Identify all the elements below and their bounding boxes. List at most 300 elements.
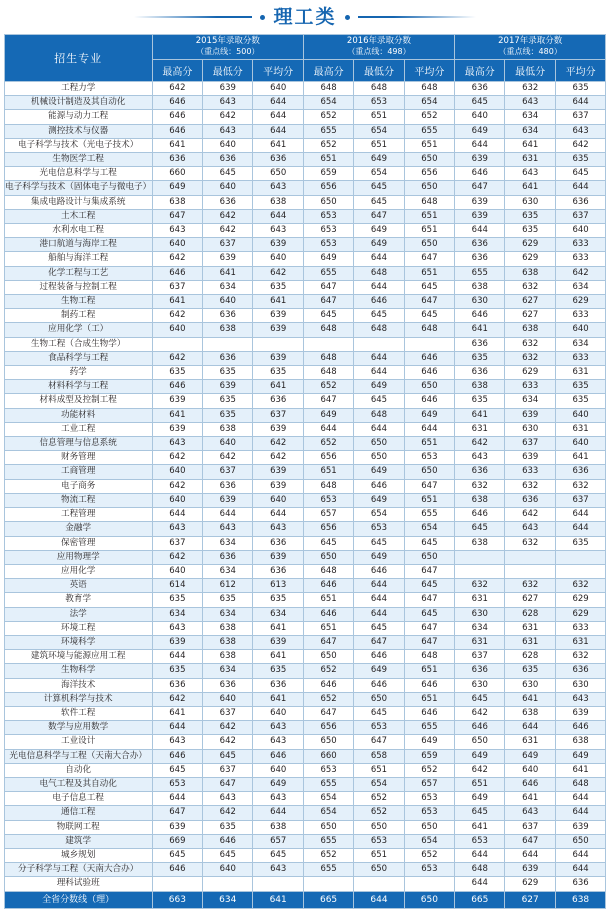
score-2015-min-cell: 640 bbox=[203, 295, 253, 309]
score-2015-max-cell: 642 bbox=[152, 451, 202, 465]
major-name-cell: 生物工程（合成生物学） bbox=[4, 337, 152, 351]
score-2017-min-cell: 632 bbox=[505, 536, 555, 550]
major-name-cell: 光电信息科学与工程（天南大合办） bbox=[4, 749, 152, 763]
score-2015-min-cell: 639 bbox=[203, 252, 253, 266]
sub-header-2017-min: 最低分 bbox=[505, 60, 555, 82]
score-2016-avg-cell: 651 bbox=[404, 266, 454, 280]
score-2016-max-cell: 647 bbox=[303, 706, 353, 720]
score-2016-max-cell: 654 bbox=[303, 96, 353, 110]
column-header-major: 招生专业 bbox=[4, 35, 152, 82]
score-2017-max-cell bbox=[455, 564, 505, 578]
major-name-cell: 自动化 bbox=[4, 763, 152, 777]
score-2017-avg-cell: 643 bbox=[555, 124, 605, 138]
score-2016-avg-cell: 655 bbox=[404, 508, 454, 522]
major-name-cell: 保密管理 bbox=[4, 536, 152, 550]
score-2015-avg-cell: 639 bbox=[253, 635, 303, 649]
score-2017-min-cell: 641 bbox=[505, 792, 555, 806]
score-2016-max-cell: 652 bbox=[303, 664, 353, 678]
score-2016-min-cell: 654 bbox=[354, 508, 404, 522]
score-2017-avg-cell: 644 bbox=[555, 181, 605, 195]
major-name-cell: 计算机科学与技术 bbox=[4, 692, 152, 706]
score-2017-max-cell: 646 bbox=[455, 508, 505, 522]
provincial-cutoff-value-8: 638 bbox=[555, 891, 605, 908]
provincial-cutoff-row bbox=[4, 891, 606, 908]
table-row bbox=[4, 564, 606, 578]
score-2017-min-cell: 631 bbox=[505, 621, 555, 635]
score-2017-avg-cell: 631 bbox=[555, 422, 605, 436]
table-row bbox=[4, 749, 606, 763]
major-name-cell: 应用化学 bbox=[4, 564, 152, 578]
score-2016-min-cell: 644 bbox=[354, 252, 404, 266]
score-2016-max-cell: 656 bbox=[303, 522, 353, 536]
score-2017-max-cell: 649 bbox=[455, 124, 505, 138]
score-2017-max-cell: 635 bbox=[455, 394, 505, 408]
score-2017-max-cell: 645 bbox=[455, 692, 505, 706]
score-2015-avg-cell: 644 bbox=[253, 806, 303, 820]
score-2015-min-cell: 636 bbox=[203, 678, 253, 692]
score-2017-min-cell: 629 bbox=[505, 238, 555, 252]
score-2017-max-cell: 646 bbox=[455, 721, 505, 735]
sub-header-2016-avg: 平均分 bbox=[404, 60, 454, 82]
score-2015-min-cell: 637 bbox=[203, 706, 253, 720]
score-2015-max-cell: 641 bbox=[152, 706, 202, 720]
table-row bbox=[4, 437, 606, 451]
score-2017-avg-cell: 643 bbox=[555, 692, 605, 706]
score-2016-min-cell: 649 bbox=[354, 380, 404, 394]
score-2017-min-cell: 632 bbox=[505, 82, 555, 96]
major-name-cell: 能源与动力工程 bbox=[4, 110, 152, 124]
major-name-cell: 电子商务 bbox=[4, 479, 152, 493]
score-2017-max-cell: 631 bbox=[455, 635, 505, 649]
score-2015-min-cell: 638 bbox=[203, 323, 253, 337]
score-2015-max-cell: 635 bbox=[152, 664, 202, 678]
score-2017-avg-cell: 640 bbox=[555, 408, 605, 422]
score-2015-min-cell: 643 bbox=[203, 792, 253, 806]
table-row bbox=[4, 536, 606, 550]
score-2017-avg-cell: 636 bbox=[555, 877, 605, 891]
score-2015-min-cell: 635 bbox=[203, 394, 253, 408]
major-name-cell: 财务管理 bbox=[4, 451, 152, 465]
score-2016-max-cell: 655 bbox=[303, 777, 353, 791]
score-2015-avg-cell: 643 bbox=[253, 792, 303, 806]
major-name-cell: 英语 bbox=[4, 579, 152, 593]
score-2017-avg-cell: 646 bbox=[555, 721, 605, 735]
score-2017-max-cell: 638 bbox=[455, 280, 505, 294]
score-2016-min-cell: 644 bbox=[354, 579, 404, 593]
score-2017-avg-cell: 630 bbox=[555, 678, 605, 692]
score-2016-max-cell: 655 bbox=[303, 863, 353, 877]
score-2016-max-cell bbox=[303, 337, 353, 351]
score-2015-avg-cell: 641 bbox=[253, 650, 303, 664]
table-row bbox=[4, 351, 606, 365]
year-group-title-2016: 2016年录取分数 bbox=[346, 35, 412, 46]
score-2015-max-cell: 635 bbox=[152, 593, 202, 607]
year-group-header-2016 bbox=[303, 35, 454, 60]
score-2015-min-cell: 639 bbox=[203, 380, 253, 394]
major-name-cell: 光电信息科学与工程 bbox=[4, 167, 152, 181]
score-2015-avg-cell: 639 bbox=[253, 422, 303, 436]
score-2015-avg-cell: 643 bbox=[253, 863, 303, 877]
score-2017-min-cell: 639 bbox=[505, 408, 555, 422]
provincial-cutoff-label: 全省分数线（理） bbox=[4, 891, 152, 908]
major-name-cell: 港口航道与海岸工程 bbox=[4, 238, 152, 252]
score-2016-avg-cell: 652 bbox=[404, 763, 454, 777]
major-name-cell: 应用物理学 bbox=[4, 550, 152, 564]
score-2016-avg-cell bbox=[404, 337, 454, 351]
score-2016-avg-cell: 651 bbox=[404, 209, 454, 223]
score-2017-min-cell: 628 bbox=[505, 650, 555, 664]
provincial-cutoff-value-7: 627 bbox=[505, 891, 555, 908]
score-2017-min-cell: 639 bbox=[505, 451, 555, 465]
score-2017-max-cell: 632 bbox=[455, 479, 505, 493]
score-2017-avg-cell: 641 bbox=[555, 763, 605, 777]
major-name-cell: 化学工程与工艺 bbox=[4, 266, 152, 280]
score-2016-avg-cell: 647 bbox=[404, 621, 454, 635]
score-2016-max-cell: 653 bbox=[303, 224, 353, 238]
score-2015-avg-cell: 641 bbox=[253, 692, 303, 706]
score-2017-avg-cell: 633 bbox=[555, 252, 605, 266]
score-2016-min-cell: 650 bbox=[354, 451, 404, 465]
score-2015-avg-cell: 639 bbox=[253, 323, 303, 337]
score-2016-min-cell: 650 bbox=[354, 437, 404, 451]
score-2016-avg-cell: 653 bbox=[404, 806, 454, 820]
score-2016-avg-cell: 654 bbox=[404, 834, 454, 848]
score-2015-min-cell: 642 bbox=[203, 735, 253, 749]
score-2016-max-cell: 653 bbox=[303, 238, 353, 252]
major-name-cell: 电子信息工程 bbox=[4, 792, 152, 806]
score-2017-max-cell: 644 bbox=[455, 848, 505, 862]
score-2016-min-cell: 648 bbox=[354, 82, 404, 96]
score-2016-avg-cell: 647 bbox=[404, 295, 454, 309]
score-2016-max-cell: 652 bbox=[303, 138, 353, 152]
score-2017-min-cell: 638 bbox=[505, 323, 555, 337]
score-2017-max-cell: 649 bbox=[455, 749, 505, 763]
score-2016-min-cell: 653 bbox=[354, 522, 404, 536]
score-2015-min-cell: 637 bbox=[203, 465, 253, 479]
score-2016-avg-cell: 655 bbox=[404, 124, 454, 138]
table-row bbox=[4, 181, 606, 195]
sub-header-2015-max: 最高分 bbox=[152, 60, 202, 82]
score-2017-avg-cell: 629 bbox=[555, 607, 605, 621]
score-2016-avg-cell: 652 bbox=[404, 848, 454, 862]
table-row bbox=[4, 238, 606, 252]
score-2017-min-cell: 630 bbox=[505, 678, 555, 692]
score-2015-max-cell: 642 bbox=[152, 479, 202, 493]
table-row bbox=[4, 82, 606, 96]
score-2016-avg-cell bbox=[404, 877, 454, 891]
table-row bbox=[4, 479, 606, 493]
major-name-cell: 生物科学 bbox=[4, 664, 152, 678]
score-2016-avg-cell: 647 bbox=[404, 252, 454, 266]
score-2015-avg-cell: 638 bbox=[253, 195, 303, 209]
score-2016-max-cell: 645 bbox=[303, 309, 353, 323]
table-row bbox=[4, 153, 606, 167]
score-2015-min-cell: 646 bbox=[203, 834, 253, 848]
score-2015-avg-cell: 639 bbox=[253, 309, 303, 323]
major-name-cell: 材料科学与工程 bbox=[4, 380, 152, 394]
score-2017-max-cell: 631 bbox=[455, 422, 505, 436]
score-2015-avg-cell: 644 bbox=[253, 508, 303, 522]
score-2015-max-cell: 647 bbox=[152, 806, 202, 820]
table-row bbox=[4, 422, 606, 436]
score-2016-avg-cell: 647 bbox=[404, 635, 454, 649]
score-2016-max-cell: 652 bbox=[303, 437, 353, 451]
score-2016-min-cell: 644 bbox=[354, 280, 404, 294]
year-group-header-2015 bbox=[152, 35, 303, 60]
score-2016-max-cell: 652 bbox=[303, 110, 353, 124]
score-2017-avg-cell: 633 bbox=[555, 351, 605, 365]
score-2017-max-cell: 639 bbox=[455, 209, 505, 223]
score-2016-min-cell: 649 bbox=[354, 153, 404, 167]
score-2017-avg-cell: 635 bbox=[555, 536, 605, 550]
major-name-cell: 工业工程 bbox=[4, 422, 152, 436]
score-2016-avg-cell: 645 bbox=[404, 536, 454, 550]
score-2016-min-cell: 649 bbox=[354, 224, 404, 238]
score-2017-max-cell: 636 bbox=[455, 465, 505, 479]
score-2016-avg-cell: 645 bbox=[404, 607, 454, 621]
table-row bbox=[4, 394, 606, 408]
score-2016-avg-cell: 645 bbox=[404, 309, 454, 323]
score-2016-max-cell: 656 bbox=[303, 721, 353, 735]
score-2015-max-cell: 636 bbox=[152, 153, 202, 167]
score-2015-max-cell: 644 bbox=[152, 792, 202, 806]
table-row bbox=[4, 621, 606, 635]
score-2015-avg-cell: 640 bbox=[253, 763, 303, 777]
major-name-cell: 测控技术与仪器 bbox=[4, 124, 152, 138]
score-2017-avg-cell: 629 bbox=[555, 295, 605, 309]
score-2015-avg-cell: 636 bbox=[253, 678, 303, 692]
score-2016-avg-cell: 650 bbox=[404, 181, 454, 195]
score-2015-max-cell: 640 bbox=[152, 493, 202, 507]
score-2016-min-cell: 652 bbox=[354, 792, 404, 806]
score-2015-avg-cell: 639 bbox=[253, 479, 303, 493]
score-2015-max-cell: 646 bbox=[152, 380, 202, 394]
score-2016-avg-cell: 653 bbox=[404, 451, 454, 465]
score-2015-avg-cell: 639 bbox=[253, 550, 303, 564]
score-2015-min-cell: 640 bbox=[203, 692, 253, 706]
score-2015-min-cell: 638 bbox=[203, 621, 253, 635]
score-2017-min-cell: 641 bbox=[505, 181, 555, 195]
table-row bbox=[4, 664, 606, 678]
score-2017-min-cell: 637 bbox=[505, 437, 555, 451]
major-name-cell: 通信工程 bbox=[4, 806, 152, 820]
table-row bbox=[4, 806, 606, 820]
score-2017-max-cell: 645 bbox=[455, 96, 505, 110]
table-row bbox=[4, 792, 606, 806]
score-2015-max-cell: 660 bbox=[152, 167, 202, 181]
major-name-cell: 土木工程 bbox=[4, 209, 152, 223]
table-row bbox=[4, 550, 606, 564]
score-2015-min-cell: 638 bbox=[203, 635, 253, 649]
score-2016-avg-cell: 648 bbox=[404, 195, 454, 209]
score-2017-avg-cell: 633 bbox=[555, 621, 605, 635]
score-2015-min-cell: 634 bbox=[203, 607, 253, 621]
score-2016-min-cell: 649 bbox=[354, 465, 404, 479]
score-2016-avg-cell: 645 bbox=[404, 280, 454, 294]
table-row bbox=[4, 635, 606, 649]
score-2017-avg-cell bbox=[555, 550, 605, 564]
score-2016-avg-cell: 657 bbox=[404, 777, 454, 791]
year-group-subtitle-2017: （重点线：480） bbox=[498, 47, 562, 57]
score-2015-max-cell: 642 bbox=[152, 82, 202, 96]
table-row bbox=[4, 721, 606, 735]
score-2016-max-cell: 653 bbox=[303, 493, 353, 507]
score-2017-avg-cell: 633 bbox=[555, 309, 605, 323]
score-2015-max-cell: 641 bbox=[152, 295, 202, 309]
score-2015-max-cell: 646 bbox=[152, 266, 202, 280]
score-2017-min-cell: 628 bbox=[505, 607, 555, 621]
score-2015-max-cell: 644 bbox=[152, 650, 202, 664]
score-2015-avg-cell: 649 bbox=[253, 777, 303, 791]
score-2016-max-cell: 650 bbox=[303, 820, 353, 834]
major-name-cell: 水利水电工程 bbox=[4, 224, 152, 238]
score-2016-max-cell: 651 bbox=[303, 153, 353, 167]
score-2017-max-cell: 638 bbox=[455, 493, 505, 507]
score-2016-max-cell: 648 bbox=[303, 351, 353, 365]
score-2017-min-cell: 637 bbox=[505, 820, 555, 834]
score-2017-min-cell: 643 bbox=[505, 806, 555, 820]
major-name-cell: 工业设计 bbox=[4, 735, 152, 749]
score-2016-avg-cell: 656 bbox=[404, 167, 454, 181]
table-row bbox=[4, 763, 606, 777]
score-2017-max-cell: 636 bbox=[455, 238, 505, 252]
score-2017-max-cell: 634 bbox=[455, 621, 505, 635]
score-2016-avg-cell: 650 bbox=[404, 550, 454, 564]
score-2015-min-cell: 640 bbox=[203, 138, 253, 152]
score-2016-max-cell: 651 bbox=[303, 621, 353, 635]
score-2015-max-cell: 643 bbox=[152, 735, 202, 749]
score-2015-max-cell: 669 bbox=[152, 834, 202, 848]
score-2016-avg-cell: 649 bbox=[404, 735, 454, 749]
score-2015-avg-cell: 640 bbox=[253, 706, 303, 720]
score-2016-max-cell: 653 bbox=[303, 209, 353, 223]
score-2015-avg-cell: 635 bbox=[253, 366, 303, 380]
score-2015-min-cell: 635 bbox=[203, 593, 253, 607]
score-2015-avg-cell: 640 bbox=[253, 82, 303, 96]
score-2016-max-cell: 649 bbox=[303, 252, 353, 266]
score-2016-max-cell: 646 bbox=[303, 678, 353, 692]
provincial-cutoff-value-3: 665 bbox=[303, 891, 353, 908]
score-2015-avg-cell: 644 bbox=[253, 96, 303, 110]
table-row bbox=[4, 252, 606, 266]
score-2015-avg-cell bbox=[253, 877, 303, 891]
table-row bbox=[4, 777, 606, 791]
major-name-cell: 教育学 bbox=[4, 593, 152, 607]
score-2016-min-cell bbox=[354, 877, 404, 891]
score-2016-max-cell: 659 bbox=[303, 167, 353, 181]
score-2015-min-cell: 643 bbox=[203, 124, 253, 138]
table-row bbox=[4, 337, 606, 351]
score-2015-max-cell: 643 bbox=[152, 224, 202, 238]
score-2016-avg-cell: 655 bbox=[404, 721, 454, 735]
score-2015-min-cell: 637 bbox=[203, 238, 253, 252]
score-2015-max-cell: 639 bbox=[152, 635, 202, 649]
score-2015-max-cell: 614 bbox=[152, 579, 202, 593]
table-row bbox=[4, 366, 606, 380]
score-2017-max-cell: 645 bbox=[455, 522, 505, 536]
score-2015-max-cell: 643 bbox=[152, 437, 202, 451]
major-name-cell: 工商管理 bbox=[4, 465, 152, 479]
score-2017-avg-cell: 644 bbox=[555, 96, 605, 110]
score-2017-max-cell: 630 bbox=[455, 295, 505, 309]
score-2016-max-cell: 650 bbox=[303, 650, 353, 664]
score-2016-avg-cell: 647 bbox=[404, 593, 454, 607]
provincial-cutoff-value-5: 650 bbox=[404, 891, 454, 908]
score-2015-max-cell: 639 bbox=[152, 422, 202, 436]
score-2015-min-cell: 636 bbox=[203, 351, 253, 365]
provincial-cutoff-value-6: 665 bbox=[455, 891, 505, 908]
score-2017-max-cell: 644 bbox=[455, 224, 505, 238]
score-2015-min-cell bbox=[203, 877, 253, 891]
score-2015-avg-cell: 642 bbox=[253, 451, 303, 465]
score-2015-min-cell bbox=[203, 337, 253, 351]
table-row bbox=[4, 124, 606, 138]
score-2016-max-cell: 654 bbox=[303, 792, 353, 806]
score-2016-min-cell: 648 bbox=[354, 323, 404, 337]
score-2017-avg-cell: 644 bbox=[555, 848, 605, 862]
score-2016-max-cell: 652 bbox=[303, 692, 353, 706]
score-2016-min-cell bbox=[354, 337, 404, 351]
score-2017-avg-cell: 629 bbox=[555, 593, 605, 607]
score-2017-max-cell: 642 bbox=[455, 706, 505, 720]
score-2017-min-cell: 627 bbox=[505, 309, 555, 323]
score-2015-min-cell: 639 bbox=[203, 82, 253, 96]
score-2017-min-cell: 629 bbox=[505, 366, 555, 380]
score-2017-max-cell: 646 bbox=[455, 309, 505, 323]
table-row bbox=[4, 848, 606, 862]
score-2017-avg-cell: 637 bbox=[555, 493, 605, 507]
score-2016-max-cell: 652 bbox=[303, 848, 353, 862]
score-2017-max-cell: 646 bbox=[455, 167, 505, 181]
major-name-cell: 数学与应用数学 bbox=[4, 721, 152, 735]
score-2015-min-cell: 636 bbox=[203, 550, 253, 564]
score-2015-max-cell: 646 bbox=[152, 863, 202, 877]
score-2017-avg-cell: 640 bbox=[555, 224, 605, 238]
year-group-title-2017: 2017年录取分数 bbox=[498, 35, 563, 46]
score-2016-min-cell: 644 bbox=[354, 593, 404, 607]
table-row bbox=[4, 579, 606, 593]
score-2015-avg-cell: 644 bbox=[253, 110, 303, 124]
score-2016-avg-cell: 650 bbox=[404, 465, 454, 479]
major-name-cell: 金融学 bbox=[4, 522, 152, 536]
major-name-cell: 环境工程 bbox=[4, 621, 152, 635]
score-2017-min-cell: 633 bbox=[505, 465, 555, 479]
score-2015-min-cell: 635 bbox=[203, 408, 253, 422]
score-2015-min-cell: 645 bbox=[203, 167, 253, 181]
major-name-cell: 海洋技术 bbox=[4, 678, 152, 692]
score-2015-max-cell: 635 bbox=[152, 366, 202, 380]
score-2015-max-cell: 646 bbox=[152, 96, 202, 110]
score-2017-max-cell: 639 bbox=[455, 195, 505, 209]
score-2017-min-cell: 649 bbox=[505, 749, 555, 763]
score-2016-min-cell: 649 bbox=[354, 238, 404, 252]
table-row bbox=[4, 465, 606, 479]
table-row bbox=[4, 167, 606, 181]
table-row bbox=[4, 451, 606, 465]
score-2016-min-cell: 654 bbox=[354, 777, 404, 791]
sub-header-2015-avg: 平均分 bbox=[253, 60, 303, 82]
table-row bbox=[4, 408, 606, 422]
score-2016-max-cell: 648 bbox=[303, 323, 353, 337]
sub-header-2016-max: 最高分 bbox=[303, 60, 353, 82]
score-2016-max-cell: 652 bbox=[303, 380, 353, 394]
score-2015-min-cell: 635 bbox=[203, 366, 253, 380]
major-name-cell: 电子科学与技术（固体电子与微电子） bbox=[4, 181, 152, 195]
score-2016-avg-cell: 648 bbox=[404, 650, 454, 664]
score-2015-max-cell: 646 bbox=[152, 749, 202, 763]
sub-header-2016-min: 最低分 bbox=[354, 60, 404, 82]
table-row bbox=[4, 110, 606, 124]
